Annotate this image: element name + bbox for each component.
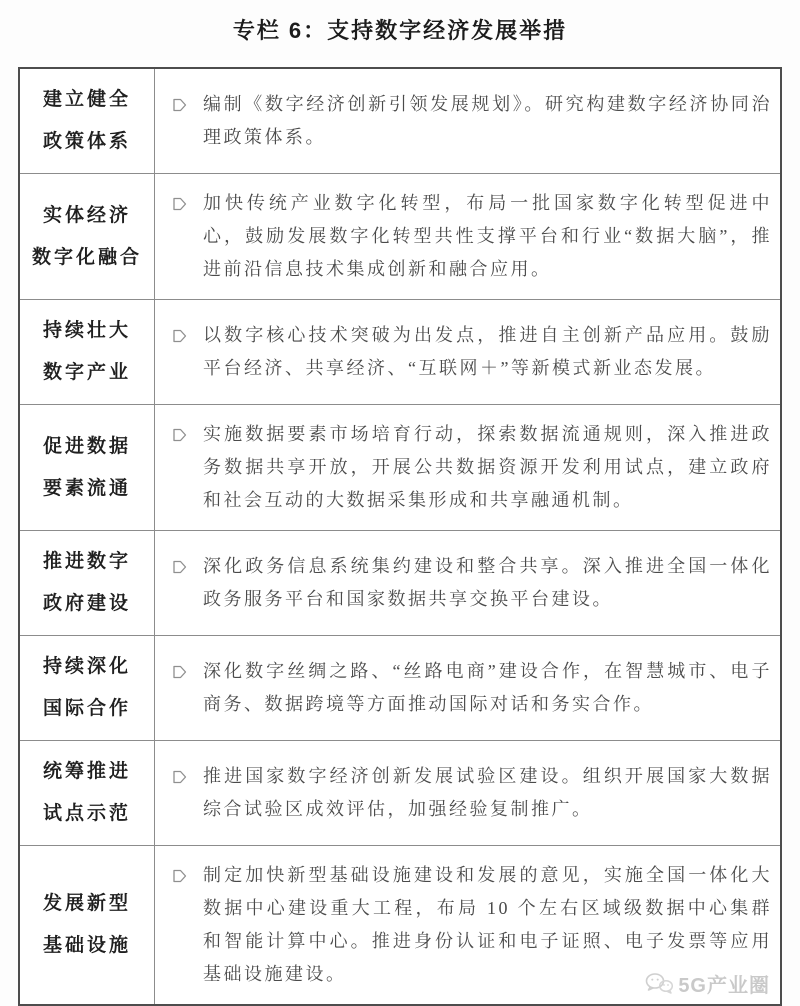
category-cell <box>19 405 155 531</box>
category-line: 政策体系 <box>42 131 131 152</box>
category-line: 数字化融合 <box>31 246 142 268</box>
category-cell <box>19 68 155 174</box>
measure-item <box>169 655 772 721</box>
page-title: 专栏 6：支持数字经济发展举措 <box>232 18 568 43</box>
measure-cell <box>155 174 782 300</box>
right-arrow-outline-icon <box>171 194 191 214</box>
category-line: 实体经济 <box>42 204 131 226</box>
watermark-label: 5G产业圈 <box>678 975 770 997</box>
measure-cell <box>155 531 782 636</box>
measure-item <box>169 418 772 517</box>
right-arrow-outline-icon <box>171 95 191 115</box>
table-row <box>19 531 781 636</box>
category-line: 数字产业 <box>42 362 131 383</box>
right-arrow-outline-icon <box>171 425 191 445</box>
table-row <box>19 174 781 300</box>
measure-cell <box>155 405 782 531</box>
measure-cell <box>155 636 782 741</box>
category-line: 政府建设 <box>42 593 131 614</box>
right-arrow-outline-icon <box>171 557 191 577</box>
measure-item <box>169 187 772 286</box>
table-row <box>19 636 781 741</box>
category-line: 促进数据 <box>42 435 131 457</box>
table-row <box>19 846 781 1006</box>
measure-text: 加快传统产业数字化转型，布局一批国家数字化转型促进中心，鼓励发展数字化转型共性支撑平台和行业“数据大脑”，推进前沿信息技术集成创新和融合应用。 <box>203 193 772 279</box>
measure-text: 编制《数字经济创新引领发展规划》。研究构建数字经济协同治理政策体系。 <box>203 94 772 147</box>
category-line: 推进数字 <box>42 551 131 572</box>
category-line: 发展新型 <box>42 893 131 914</box>
category-line: 国际合作 <box>42 698 131 719</box>
category-cell <box>19 741 155 846</box>
category-cell <box>19 636 155 741</box>
category-cell <box>19 174 155 300</box>
measure-cell <box>155 300 782 405</box>
category-cell <box>19 846 155 1006</box>
measure-text: 制定加快新型基础设施建设和发展的意见，实施全国一体化大数据中心建设重大工程，布局 10 个左右区域级数据中心集群和智能计算中心。推进身份认证和电子证照、电子发票等应用基础设施建设。 <box>203 865 772 984</box>
table-row <box>19 68 781 174</box>
category-cell <box>19 300 155 405</box>
measure-text: 深化数字丝绸之路、“丝路电商”建设合作，在智慧城市、电子商务、数据跨境等方面推动国际对话和务实合作。 <box>203 661 772 714</box>
measure-cell <box>155 846 782 1006</box>
right-arrow-outline-icon <box>171 326 191 346</box>
measure-text: 推进国家数字经济创新发展试验区建设。组织开展国家大数据综合试验区成效评估，加强经验复制推广。 <box>203 766 772 819</box>
measure-item <box>169 88 772 154</box>
category-line: 要素流通 <box>42 477 131 499</box>
category-line: 试点示范 <box>42 803 131 824</box>
right-arrow-outline-icon <box>171 767 191 787</box>
measure-item <box>169 319 772 385</box>
category-cell <box>19 531 155 636</box>
table-row <box>19 300 781 405</box>
table-row <box>19 741 781 846</box>
measure-item <box>169 760 772 826</box>
category-line: 持续壮大 <box>42 320 131 341</box>
measure-text: 以数字核心技术突破为出发点，推进自主创新产品应用。鼓励平台经济、共享经济、“互联网＋”等新模式新业态发展。 <box>203 325 772 378</box>
category-line: 统筹推进 <box>42 761 131 782</box>
measure-cell <box>155 741 782 846</box>
measures-table-body <box>19 68 781 1005</box>
right-arrow-outline-icon <box>171 866 191 886</box>
right-arrow-outline-icon <box>171 662 191 682</box>
measures-table <box>18 67 782 1006</box>
category-line: 建立健全 <box>42 89 131 110</box>
category-line: 基础设施 <box>42 935 131 956</box>
table-row <box>19 405 781 531</box>
measure-text: 实施数据要素市场培育行动，探索数据流通规则，深入推进政务数据共享开放，开展公共数据资源开发利用试点，建立政府和社会互动的大数据采集形成和共享融通机制。 <box>203 424 772 510</box>
measure-cell <box>155 68 782 174</box>
category-line: 持续深化 <box>42 656 131 677</box>
measure-item <box>169 859 772 991</box>
measure-text: 深化政务信息系统集约建设和整合共享。深入推进全国一体化政务服务平台和国家数据共享交换平台建设。 <box>203 556 772 609</box>
measure-item <box>169 550 772 616</box>
